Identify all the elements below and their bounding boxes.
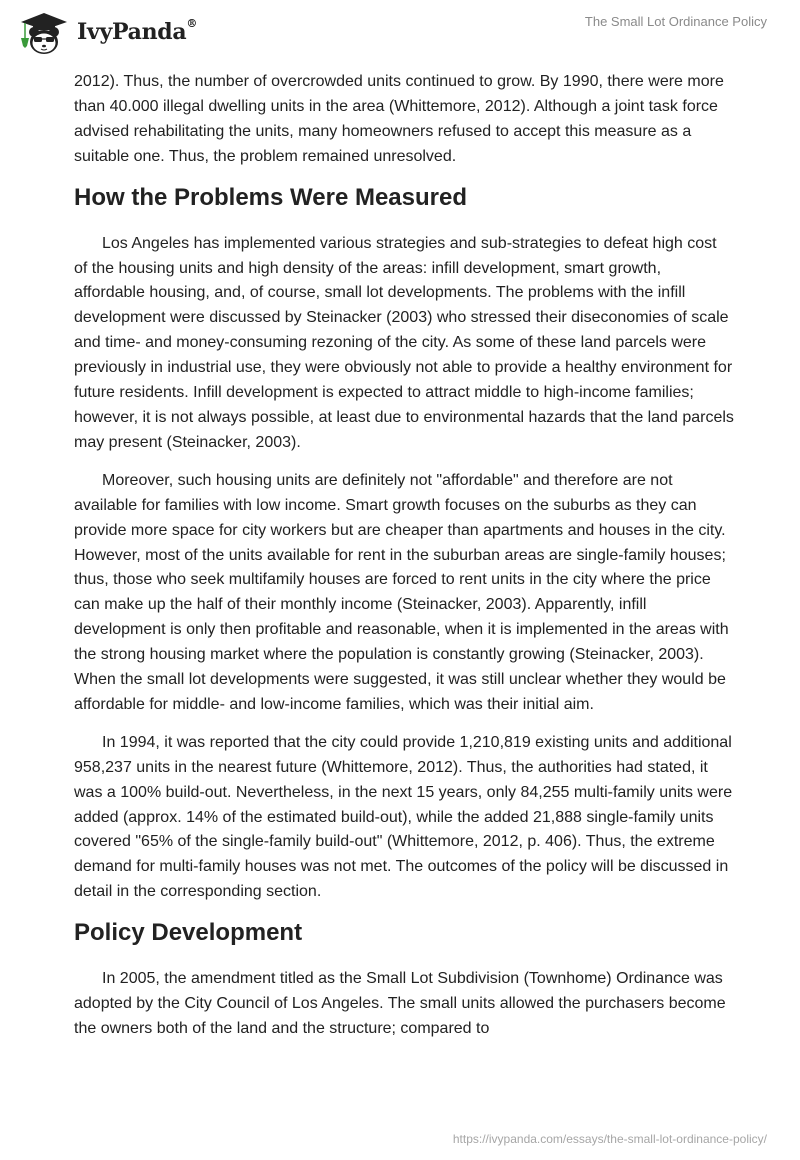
section-heading-policy-development: Policy Development xyxy=(74,919,303,947)
section-heading-problems-measured: How the Problems Were Measured xyxy=(74,183,467,211)
page-header xyxy=(0,0,800,62)
paragraph: In 1994, it was reported that the city could provide 1,210,819 existing units and additional 958,237 units in the nearest future (Whittemore, 2012). Thus, the authorities had stated, it was a 100% build-out. Nevertheless, in the next 15 years, only 84,255 multi-family units were added (approx. 14% of the estimated build-out), while the added 21,888 single-family units covered "65% of the single-family build-out" (Whittemore, 2012, p. 406). Thus, the extreme demand for multi-family houses was not met. The outcomes of the policy will be discussed in detail in the corresponding section. xyxy=(74,733,733,901)
essay-content xyxy=(74,70,734,1055)
paragraph: In 2005, the amendment titled as the Small Lot Subdivision (Townhome) Ordinance was adopted by the City Council of Los Angeles. The small units allowed the purchasers become the owners both of the land and the structure; compared to xyxy=(74,970,726,1037)
paragraph: Los Angeles has implemented various strategies and sub-strategies to defeat high cost of the housing units and high density of the areas: infill development, smart growth, affordable housing, and, of course, small lot developments. The problems with the infill development were discussed by Steinacker (2003) who stressed their diseconomies of scale and time- and money-consuming rezoning of the city. As some of these land parcels were previously in industrial use, they were obviously not able to provide a healthy environment for future residents. Infill development is expected to attract middle to high-income families; however, it is not always possible, at least due to environmental hazards that the land parcels may present (Steinacker, 2003). xyxy=(74,234,734,451)
document-title: The Small Lot Ordinance Policy xyxy=(584,14,767,29)
paragraph: Moreover, such housing units are definitely not "affordable" and therefore are not available for families with low income. Smart growth focuses on the suburbs as they can provide more space for city workers but are cheaper than apartments and houses in the city. However, most of the units available for rent in the suburban areas are single-family houses; thus, those who seek multifamily houses are forced to rent units in the city where the price can make up the half of their monthly income (Steinacker, 2003). Apparently, infill development is only then profitable and reasonable, when it is implemented in the areas with the strong housing market where the population is constantly growing (Steinacker, 2003). When the small lot developments were suggested, it was still unclear whether they would be affordable for middle- and low-income families, which was their initial aim. xyxy=(74,471,729,713)
panda-graduate-icon xyxy=(15,8,73,56)
source-url-link[interactable]: https://ivypanda.com/essays/the-small-lot-ordinance-policy/ xyxy=(452,1132,767,1146)
intro-paragraph: 2012). Thus, the number of overcrowded units continued to grow. By 1990, there were more than 40.000 illegal dwelling units in the area (Whittemore, 2012). Although a joint task force advised rehabilitating the units, many homeowners refused to accept this measure as a suitable one. Thus, the problem remained unresolved. xyxy=(74,73,724,165)
logo-text: IvyPanda® xyxy=(77,16,198,45)
ivypanda-logo[interactable] xyxy=(15,8,197,56)
